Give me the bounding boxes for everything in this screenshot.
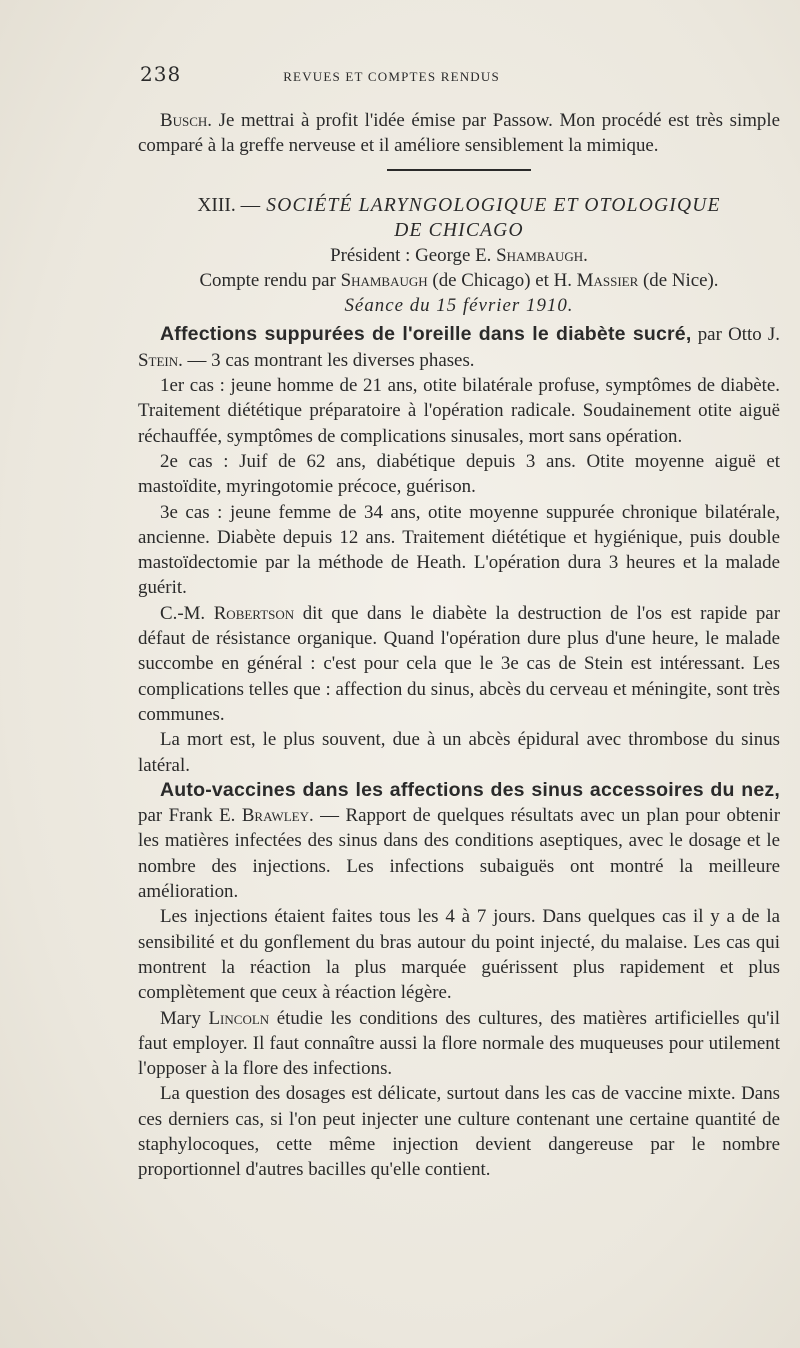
article1-case3: 3e cas : jeune femme de 34 ans, otite moyenne suppurée chronique bilatérale, ancienne. Diabète depuis 12 ans. Traitement diététique et hygiénique, puis double mastoïdectomie par la méthode de Heath. L'opération dura 3 heures et la malade guérit.	[138, 501, 780, 599]
report-middle: (de Chicago) et H.	[432, 269, 572, 291]
article2-cultures	[138, 1006, 780, 1082]
report-author2: Massier	[576, 269, 639, 291]
article2-dosage: La question des dosages est délicate, surtout dans les cas de vaccine mixte. Dans ces derniers cas, si l'on peut injecter une culture contenant une certaine quantité de staphylocoques, cette même injection devient dangereuse par le nombre proportionnel d'autres bacilles qu'elle contient.	[138, 1083, 780, 1181]
article2-byline-prefix: par Frank E.	[138, 805, 236, 827]
discussant-prefix: C.-M.	[160, 602, 206, 624]
article2-byline-text: . — Rapport de quelques résultats avec un plan pour obtenir les matières infectées des sinus dans des conditions aseptiques, avec le dosage et le nombre des injections. Les infections subaiguës ont montré la meilleure amélioration.	[138, 805, 781, 903]
section-title-line2: DE CHICAGO	[394, 219, 524, 241]
article2-author: Brawley	[241, 805, 309, 827]
article2-heading	[138, 778, 780, 904]
cultures-author: Lincoln	[208, 1007, 270, 1029]
cultures-text: étudie les conditions des cultures, des matières artificielles qu'il faut employer. Il faut connaître aussi la flore normale des muqueuses pour utilement l'opposer à la flore des infections.	[138, 1007, 780, 1080]
page-header	[140, 62, 780, 86]
article1-discussion	[138, 601, 780, 727]
article1-author: Stein	[138, 349, 179, 371]
session-date: Séance du 15 février 1910.	[344, 295, 574, 317]
report-author1: Shambaugh	[340, 269, 428, 291]
running-title: REVUES ET COMPTES RENDUS	[283, 69, 500, 84]
article1-byline-prefix: par Otto J.	[697, 324, 780, 346]
report-suffix: (de Nice).	[643, 269, 719, 291]
cultures-prefix: Mary	[160, 1007, 201, 1029]
report-line	[138, 268, 780, 293]
president-line	[138, 243, 780, 268]
president-name: Shambaugh	[496, 244, 584, 266]
report-prefix: Compte rendu par	[199, 269, 336, 291]
section-divider	[387, 169, 531, 171]
article1-title: Affections suppurées de l'oreille dans le diabète sucré,	[160, 323, 692, 346]
article1-heading	[138, 322, 780, 373]
body-text	[138, 108, 780, 1183]
article1-case1: 1er cas : jeune homme de 21 ans, otite bilatérale profuse, symptômes de diabète. Traitement diététique préparatoire à l'opération radicale. Soudainement otite aiguë réchauffée, symptômes de complications sinusales, mort sans opération.	[138, 375, 780, 447]
article2-injections: Les injections étaient faites tous les 4 à 7 jours. Dans quelques cas il y a de la sensibilité et du gonflement du bras autour du point injecté, du malaise. Les cas qui montrent la réaction la plus marquée guérissent plus rapidement et plus complètement que ceux à réaction légère.	[138, 906, 780, 1004]
section-number: XIII. —	[197, 194, 261, 216]
author-name: Busch	[160, 110, 208, 131]
section-title	[138, 193, 780, 243]
page-number: 238	[140, 62, 182, 86]
section-title-line1: SOCIÉTÉ LARYNGOLOGIQUE ET OTOLOGIQUE	[266, 194, 721, 216]
president-label: Président : George E.	[330, 244, 492, 266]
discussion-text: dit que dans le diabète la destruction de l'os est rapide par défaut de résistance organique. Quand l'opération dure plus d'une heure, le malade succombe en général : c'est pour cela que le 3e cas de Stein est intéressant. Les complications telles que : affection du sinus, abcès du cerveau et méningite, sont très communes.	[138, 602, 780, 725]
president-end: .	[583, 244, 588, 266]
article1-conclusion: La mort est, le plus souvent, due à un abcès épidural avec thrombose du sinus latéral.	[138, 729, 780, 776]
intro-paragraph	[138, 108, 780, 159]
article2-title: Auto-vaccines dans les affections des sinus accessoires du nez,	[160, 778, 780, 801]
article1-byline-suffix: . — 3 cas montrant les diverses phases.	[178, 349, 475, 371]
discussant-name: Robertson	[213, 602, 295, 624]
intro-text: . Je mettrai à profit l'idée émise par Passow. Mon procédé est très simple comparé à la greffe nerveuse et il améliore sensiblement la mimique.	[138, 110, 780, 157]
article1-case2: 2e cas : Juif de 62 ans, diabétique depuis 3 ans. Otite moyenne aiguë et mastoïdite, myringotomie précoce, guérison.	[138, 450, 780, 498]
